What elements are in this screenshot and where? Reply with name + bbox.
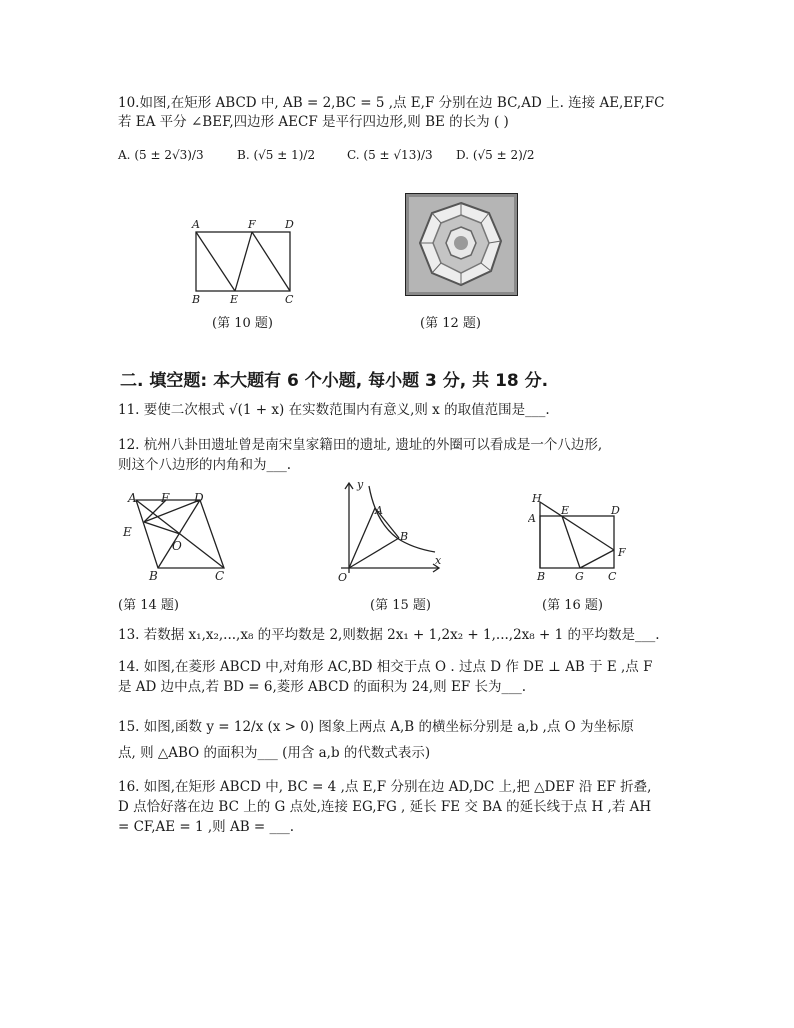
q15-line-1: 15. 如图,函数 y = 12/x (x > 0) 图象上两点 A,B 的横坐标分别是 a,b ,点 O 为坐标原 — [118, 719, 634, 735]
fig15-label-o: O — [338, 571, 348, 584]
fig15-segment-ob — [349, 538, 399, 568]
fig12-caption: (第 12 题) — [420, 316, 481, 331]
fig10-label-d: D — [285, 218, 294, 231]
option-label: D. — [456, 148, 470, 162]
q14-line-2: 是 AD 边中点,若 BD = 6,菱形 ABCD 的面积为 24,则 EF 长为___. — [118, 679, 527, 695]
fig16-label-a: A — [528, 512, 536, 525]
fig16-label-g: G — [575, 570, 584, 583]
figure-12-photo — [405, 193, 518, 296]
figure-14 — [118, 488, 238, 584]
fig16-label-f: F — [618, 546, 626, 559]
fig14-label-f: F — [161, 491, 170, 505]
option-value: (5 ± 2√3)/3 — [134, 148, 204, 162]
fig16-label-b: B — [537, 570, 546, 583]
q15-line-2: 点, 则 △ABO 的面积为___ (用含 a,b 的代数式表示) — [118, 745, 431, 761]
fig16-line-hf — [540, 502, 614, 550]
fig10-label-b: B — [192, 293, 201, 305]
fig14-label-b: B — [149, 569, 158, 583]
q12-line-1: 12. 杭州八卦田遗址曾是南宋皇家籍田的遗址, 遗址的外圈可以看成是一个八边形, — [118, 437, 603, 453]
fig16-caption: (第 16 题) — [542, 598, 603, 613]
figure-15 — [335, 478, 445, 584]
q12-line-2: 则这个八边形的内角和为___. — [118, 457, 292, 473]
option-value: (5 ± √13)/3 — [363, 148, 433, 162]
fig10-label-e: E — [230, 293, 239, 305]
option-label: A. — [118, 148, 131, 162]
q11-text: 11. 要使二次根式 √(1 + x) 在实数范围内有意义,则 x 的取值范围是___. — [118, 402, 550, 418]
option-value: (√5 ± 1)/2 — [253, 148, 316, 162]
q10-line-2: 若 EA 平分 ∠BEF,四边形 AECF 是平行四边形,则 BE 的长为 ( ) — [118, 114, 509, 130]
fig10-caption: (第 10 题) — [212, 316, 273, 331]
fig14-label-a: A — [128, 491, 137, 505]
section-2-title: 二. 填空题: 本大题有 6 个小题, 每小题 3 分, 共 18 分. — [120, 371, 549, 391]
q13-text: 13. 若数据 x₁,x₂,...,x₈ 的平均数是 2,则数据 2x₁ + 1,2x₂ + 1,...,2x₈ + 1 的平均数是___. — [118, 627, 660, 643]
fig14-label-o: O — [172, 539, 182, 553]
fig15-segment-oa — [349, 508, 375, 568]
fig10-segment-ef — [235, 232, 252, 291]
fig10-label-c: C — [285, 293, 294, 305]
q10-line-1: 10.如图,在矩形 ABCD 中, AB = 2,BC = 5 ,点 E,F 分别在边 BC,AD 上. 连接 AE,EF,FC — [118, 95, 665, 111]
fig10-label-a: A — [192, 218, 200, 231]
q10-option-a — [118, 148, 204, 162]
fig15-label-x: x — [435, 554, 442, 567]
fig10-label-f: F — [248, 218, 256, 231]
fig14-label-d: D — [194, 491, 204, 505]
q16-line-1: 16. 如图,在矩形 ABCD 中, BC = 4 ,点 E,F 分别在边 AD,DC 上,把 △DEF 沿 EF 折叠, — [118, 779, 652, 795]
fig16-label-h: H — [532, 492, 542, 505]
fig15-caption: (第 15 题) — [370, 598, 431, 613]
fig15-label-y: y — [357, 478, 364, 491]
fig16-label-e: E — [561, 504, 570, 517]
q10-option-b — [237, 148, 315, 162]
q14-line-1: 14. 如图,在菱形 ABCD 中,对角形 AC,BD 相交于点 O . 过点 D 作 DE ⊥ AB 于 E ,点 F — [118, 659, 653, 675]
option-value: (√5 ± 2)/2 — [472, 148, 535, 162]
fig16-label-d: D — [611, 504, 620, 517]
q16-line-2: D 点恰好落在边 BC 上的 G 点处,连接 EG,FG , 延长 FE 交 BA 的延长线于点 H ,若 AH — [118, 799, 652, 815]
fig14-label-e: E — [123, 525, 132, 539]
figure-16 — [528, 492, 638, 584]
fig16-segment-gf — [580, 550, 614, 568]
fig15-label-a: A — [375, 504, 383, 517]
fig16-segment-eg — [562, 516, 580, 568]
fig15-label-b: B — [400, 530, 409, 543]
option-label: B. — [237, 148, 250, 162]
option-label: C. — [347, 148, 360, 162]
fig10-segment-ae — [196, 232, 235, 291]
fig14-label-c: C — [215, 569, 225, 583]
figure-10 — [180, 215, 310, 305]
fig16-label-c: C — [608, 570, 617, 583]
q10-option-c — [347, 148, 433, 162]
q10-option-d — [456, 148, 534, 162]
fig14-caption: (第 14 题) — [118, 598, 179, 613]
fig10-segment-fc — [252, 232, 290, 291]
q16-line-3: = CF,AE = 1 ,则 AB = ___. — [118, 819, 295, 835]
